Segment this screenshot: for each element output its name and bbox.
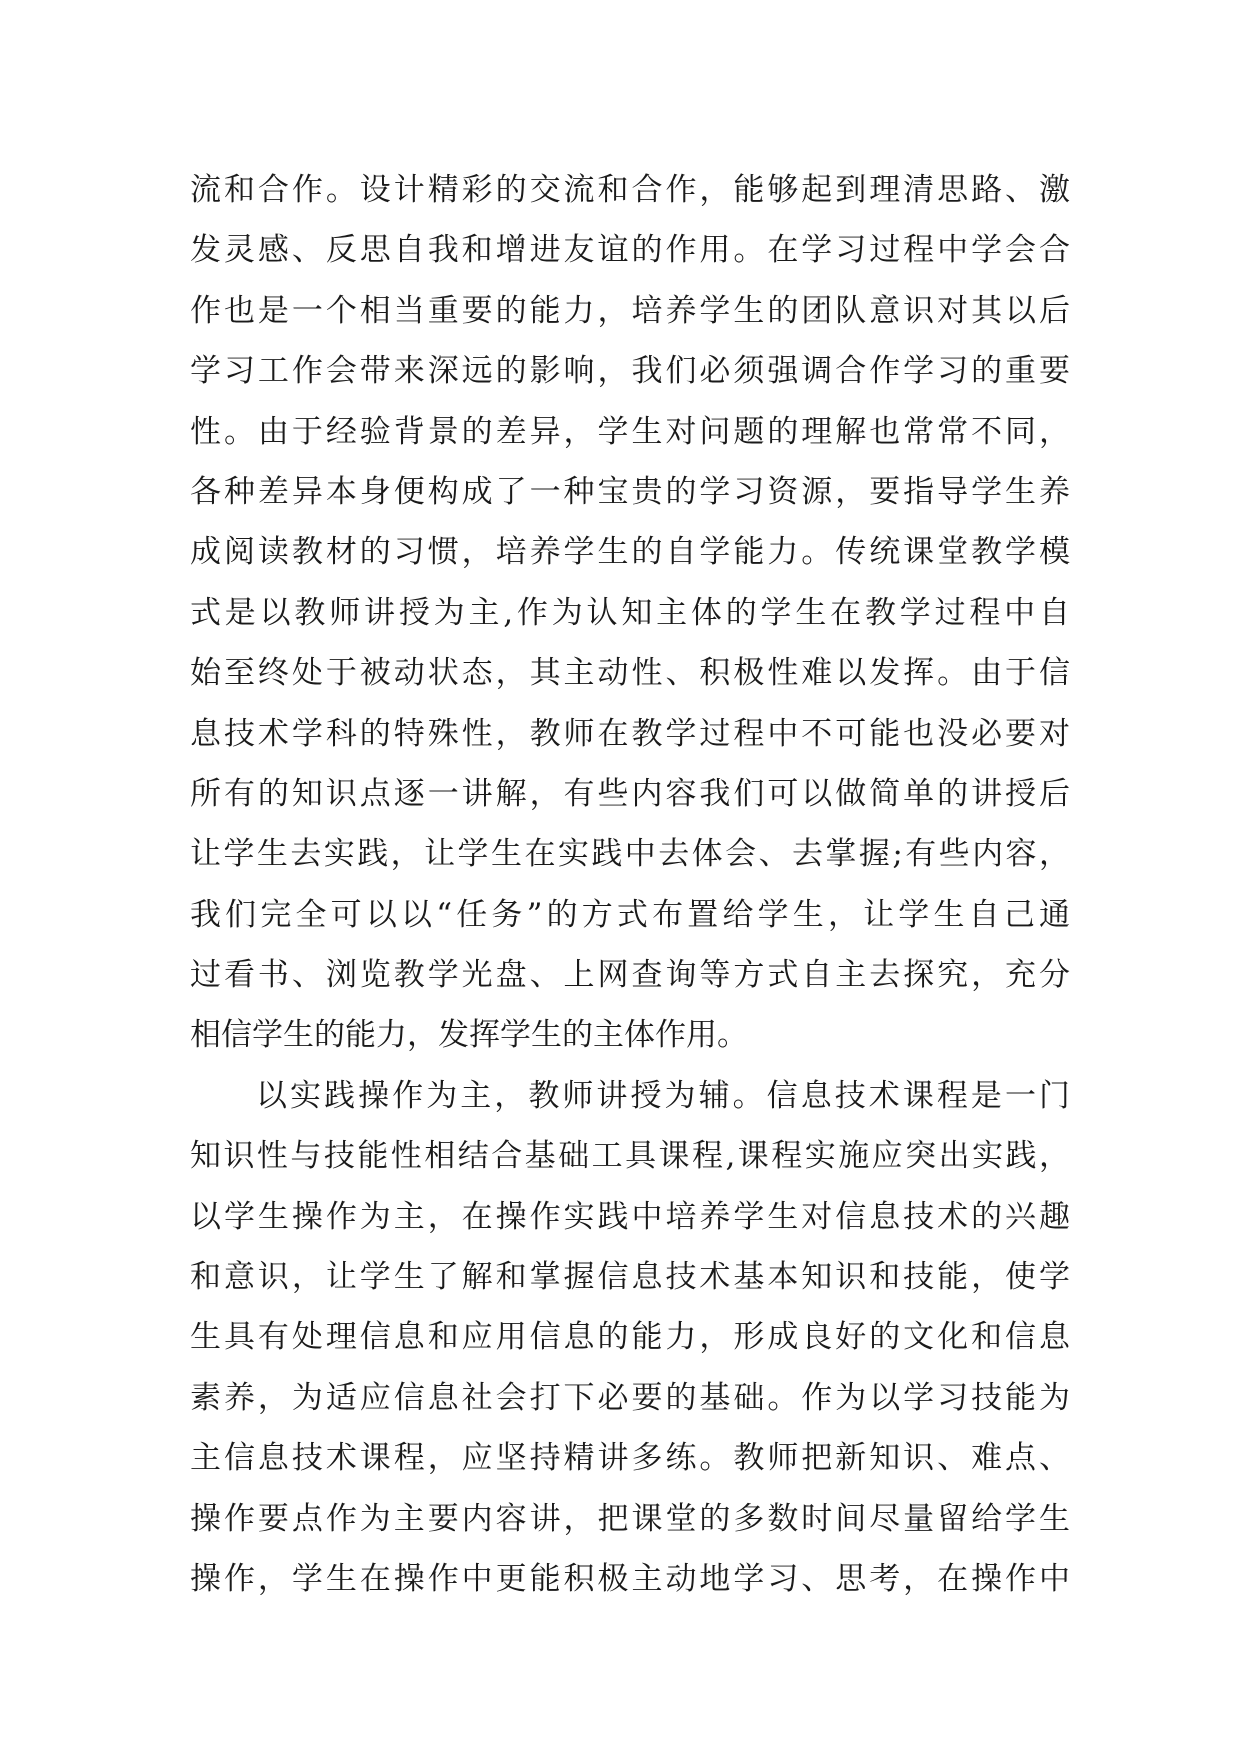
text-line: 各种差异本身便构成了一种宝贵的学习资源，要指导学生养 — [190, 473, 1070, 510]
text-line: 始至终处于被动状态，其主动性、积极性难以发挥。由于信 — [190, 655, 1070, 692]
paragraph — [190, 1066, 1070, 1610]
text-line: 操作，学生在操作中更能积极主动地学习、思考，在操作中 — [190, 1560, 1070, 1597]
text-line: 过看书、浏览教学光盘、上网查询等方式自主去探究，充分 — [190, 957, 1070, 994]
text-line: 以学生操作为主，在操作实践中培养学生对信息技术的兴趣 — [190, 1198, 1070, 1235]
text-line: 知识性与技能性相结合基础工具课程,课程实施应突出实践， — [190, 1138, 1070, 1175]
text-line: 生具有处理信息和应用信息的能力，形成良好的文化和信息 — [190, 1319, 1070, 1356]
text-line: 学习工作会带来深远的影响，我们必须强调合作学习的重要 — [190, 353, 1070, 390]
text-line: 流和合作。设计精彩的交流和合作，能够起到理清思路、激 — [190, 172, 1070, 208]
body-text — [190, 160, 1070, 1609]
text-line: 我们完全可以以“任务”的方式布置给学生，让学生自己通 — [190, 896, 1070, 933]
text-line: 发灵感、反思自我和增进友谊的作用。在学习过程中学会合 — [190, 232, 1070, 269]
text-line: 让学生去实践，让学生在实践中去体会、去掌握;有些内容， — [190, 836, 1070, 873]
text-line: 成阅读教材的习惯，培养学生的自学能力。传统课堂教学模 — [190, 534, 1070, 571]
text-line: 素养，为适应信息社会打下必要的基础。作为以学习技能为 — [190, 1379, 1070, 1416]
text-line: 息技术学科的特殊性，教师在教学过程中不可能也没必要对 — [190, 715, 1070, 752]
text-line: 所有的知识点逐一讲解，有些内容我们可以做简单的讲授后 — [190, 775, 1070, 812]
paragraph — [190, 160, 1070, 1066]
text-line: 和意识，让学生了解和掌握信息技术基本知识和技能，使学 — [190, 1259, 1070, 1296]
text-line: 性。由于经验背景的差异，学生对问题的理解也常常不同， — [190, 413, 1070, 450]
text-line: 作也是一个相当重要的能力，培养学生的团队意识对其以后 — [190, 292, 1070, 329]
text-line: 以实践操作为主，教师讲授为辅。信息技术课程是一门 — [256, 1077, 1070, 1114]
text-line: 相信学生的能力，发挥学生的主体作用。 — [190, 1017, 748, 1054]
text-line: 式是以教师讲授为主,作为认知主体的学生在教学过程中自 — [190, 594, 1070, 631]
text-line: 操作要点作为主要内容讲，把课堂的多数时间尽量留给学生 — [190, 1500, 1070, 1537]
text-line: 主信息技术课程，应坚持精讲多练。教师把新知识、难点、 — [190, 1440, 1070, 1477]
